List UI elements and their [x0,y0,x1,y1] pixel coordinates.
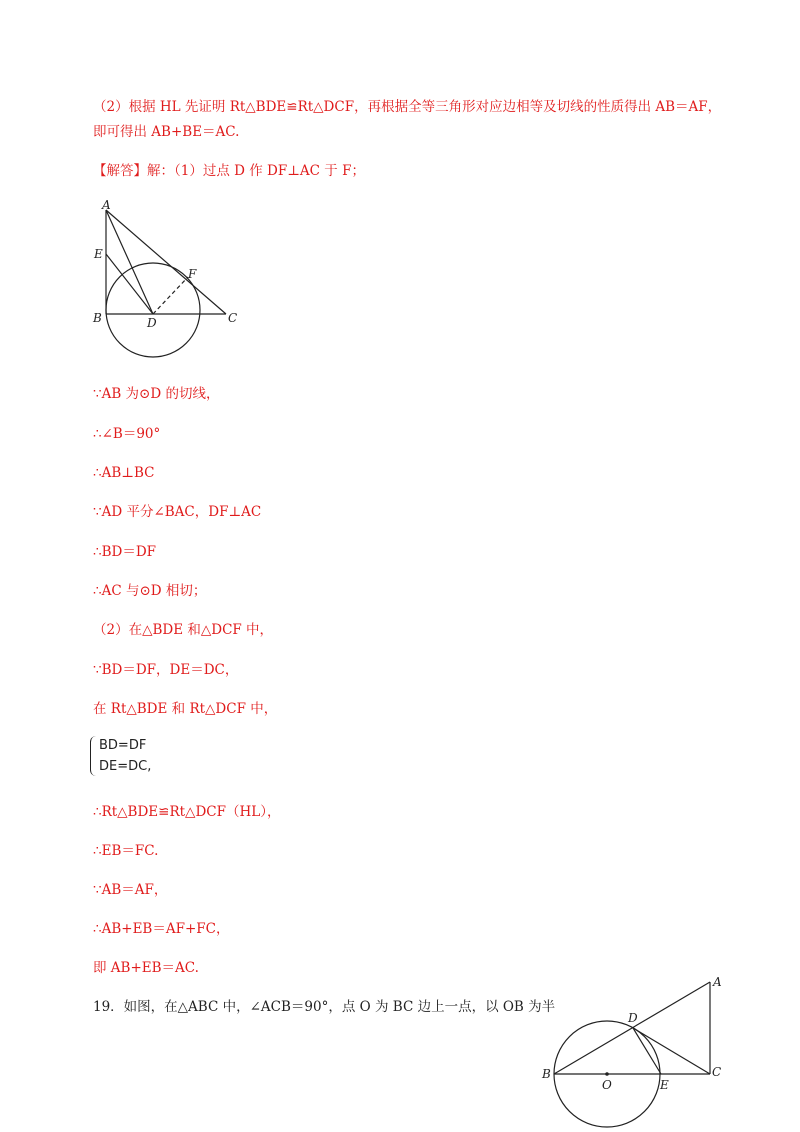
text-line-5: ∴∠B＝90° [93,426,161,442]
figure-1 [88,198,248,368]
label-F: F [188,267,197,281]
text-line-11: ∵BD＝DF，DE＝DC， [93,662,239,678]
text-line-17: 即 AB+EB＝AC. [93,960,199,976]
label-E: E [94,247,103,261]
text-line-16: ∴AB+EB＝AF+FC， [93,921,230,937]
text-line-9: ∴AC 与⊙D 相切； [93,583,207,599]
label-A: A [102,198,111,212]
text-line-4: ∵AB 为⊙D 的切线， [93,386,220,402]
text-line-3: 【解答】解：（1）过点 D 作 DF⊥AC 于 F； [93,163,365,179]
text-line-12: 在 Rt△BDE 和 Rt△DCF 中， [93,701,278,717]
text-line-1: （2）根据 HL 先证明 Rt△BDE≌Rt△DCF，再根据全等三角形对应边相等及切线的性质得出 AB＝AF， [93,99,722,115]
text-line-6: ∴AB⊥BC [93,465,155,481]
label-A: A [713,975,722,989]
equation-brace [90,736,99,776]
label-E: E [660,1078,669,1092]
text-line-10: （2）在△BDE 和△DCF 中， [93,622,274,638]
figure-2 [540,972,740,1132]
text-line-8: ∴BD＝DF [93,544,157,560]
text-line-7: ∵AD 平分∠BAC，DF⊥AC [93,504,262,520]
text-line-15: ∵AB＝AF， [93,882,168,898]
question-19: 19．如图，在△ABC 中，∠ACB＝90°，点 O 为 BC 边上一点，以 OB 为半 [93,999,556,1015]
label-D: D [628,1011,638,1025]
label-B: B [542,1067,551,1081]
equation-row-1: BD=DF [99,738,147,753]
text-line-14: ∴EB＝FC. [93,843,159,859]
label-C: C [228,311,238,325]
label-B: B [93,311,102,325]
text-line-2: 即可得出 AB+BE＝AC. [93,124,240,140]
label-O: O [602,1078,612,1092]
label-C: C [712,1065,722,1079]
text-line-13: ∴Rt△BDE≌Rt△DCF（HL）， [93,804,281,820]
equation-row-2: DE=DC, [99,759,152,774]
label-D: D [147,316,157,330]
